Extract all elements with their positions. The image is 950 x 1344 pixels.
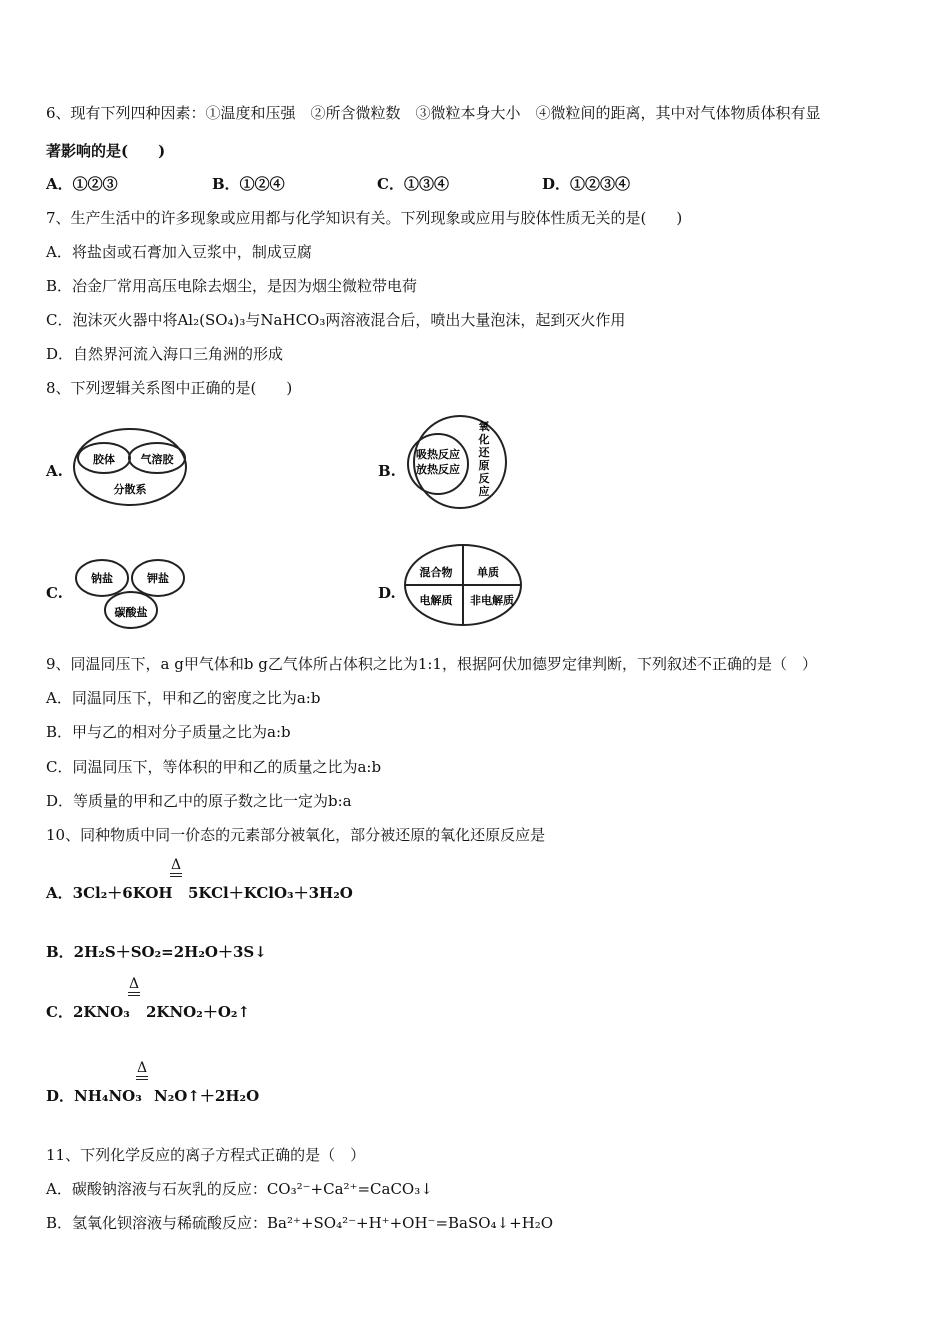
q7-option-b[interactable]: B．冶金厂常用高压电除去烟尘，是因为烟尘微粒带电荷 bbox=[46, 277, 418, 295]
q10-option-c-left[interactable]: C．2KNO₃ bbox=[46, 1003, 130, 1021]
q10-option-a-left[interactable]: A．3Cl₂＋6KOH bbox=[46, 884, 173, 902]
q10-c-heat-symbol bbox=[128, 977, 140, 996]
q11-option-b[interactable]: B．氢氧化钡溶液与稀硫酸反应：Ba²⁺+SO₄²⁻+H⁺+OH⁻=BaSO₄↓+H₂O bbox=[46, 1214, 554, 1232]
q7-option-d[interactable]: D．自然界河流入海口三角洲的形成 bbox=[46, 345, 284, 363]
q7-stem: 7、生产生活中的许多现象或应用都与化学知识有关。下列现象或应用与胶体性质无关的是( ) bbox=[46, 209, 683, 227]
q6-option-a[interactable]: A．①②③ bbox=[46, 175, 118, 193]
q8-b-label-redox-char: 化 bbox=[478, 433, 490, 446]
q8-a-label-colloid: 胶体 bbox=[93, 453, 115, 466]
q6-option-d[interactable]: D．①②③④ bbox=[542, 175, 631, 193]
q8-b-label-redox-char: 反 bbox=[478, 472, 490, 485]
q9-stem: 9、同温同压下，a g甲气体和b g乙气体所占体积之比为1:1，根据阿伏加德罗定律判断，下列叙述不正确的是（ ） bbox=[46, 655, 817, 673]
q8-b-label-redox-char: 还 bbox=[478, 446, 490, 459]
q10-stem: 10、同种物质中同一价态的元素部分被氧化，部分被还原的氧化还原反应是 bbox=[46, 826, 546, 844]
equals-bar bbox=[170, 873, 182, 877]
delta-symbol: Δ bbox=[136, 1060, 148, 1076]
q11-option-a[interactable]: A．碳酸钠溶液与石灰乳的反应：CO₃²⁻+Ca²⁺=CaCO₃↓ bbox=[46, 1180, 433, 1198]
q9-option-b[interactable]: B．甲与乙的相对分子质量之比为a:b bbox=[46, 723, 291, 741]
q8-a-label-dispersion: 分散系 bbox=[113, 483, 147, 496]
q8-diagram-a bbox=[72, 426, 188, 508]
q11-stem: 11、下列化学反应的离子方程式正确的是（ ） bbox=[46, 1146, 366, 1164]
q6-option-b[interactable]: B．①②④ bbox=[212, 175, 285, 193]
q9-option-a[interactable]: A．同温同压下，甲和乙的密度之比为a:b bbox=[46, 689, 321, 707]
q10-option-c-right: 2KNO₂＋O₂↑ bbox=[146, 1003, 251, 1021]
q8-c-label-sodium: 钠盐 bbox=[91, 572, 113, 585]
q8-b-label-endothermic: 吸热反应 bbox=[416, 448, 460, 461]
equals-bar bbox=[128, 992, 140, 996]
q10-a-heat-symbol bbox=[170, 858, 182, 877]
q8-diagram-d bbox=[402, 542, 524, 628]
q10-option-a-right: 5KCl＋KClO₃＋3H₂O bbox=[188, 884, 353, 902]
q8-d-label-mixture: 混合物 bbox=[419, 566, 453, 579]
q9-option-d[interactable]: D．等质量的甲和乙中的原子数之比一定为b:a bbox=[46, 792, 352, 810]
delta-symbol: Δ bbox=[128, 976, 140, 992]
q8-b-label-redox-char: 原 bbox=[478, 459, 490, 472]
q8-c-label-potassium: 钾盐 bbox=[147, 572, 169, 585]
q8-d-label-element: 单质 bbox=[477, 566, 499, 579]
q8-b-label-exothermic: 放热反应 bbox=[416, 463, 460, 476]
q8-label-c[interactable]: C. bbox=[46, 584, 63, 602]
q8-c-label-carbonate: 碳酸盐 bbox=[114, 606, 148, 619]
q8-label-b[interactable]: B. bbox=[378, 462, 396, 480]
q8-d-label-nonelectrolyte: 非电解质 bbox=[470, 594, 514, 607]
q6-stem-line2: 著影响的是( ) bbox=[46, 142, 166, 160]
q6-option-c[interactable]: C．①③④ bbox=[377, 175, 449, 193]
delta-symbol: Δ bbox=[170, 857, 182, 873]
q8-label-d[interactable]: D. bbox=[378, 584, 396, 602]
q10-option-d-right: N₂O↑＋2H₂O bbox=[154, 1087, 260, 1105]
q7-option-a[interactable]: A．将盐卤或石膏加入豆浆中，制成豆腐 bbox=[46, 243, 312, 261]
q8-stem: 8、下列逻辑关系图中正确的是( ) bbox=[46, 379, 293, 397]
q7-option-c[interactable]: C．泡沫灭火器中将Al₂(SO₄)₃与NaHCO₃两溶液混合后，喷出大量泡沫，起到灭火作用 bbox=[46, 311, 626, 329]
q8-b-label-redox-char: 应 bbox=[478, 485, 490, 498]
q8-label-a[interactable]: A. bbox=[46, 462, 63, 480]
q8-b-label-redox-char: 氧 bbox=[478, 420, 490, 433]
q8-d-label-electrolyte: 电解质 bbox=[419, 594, 453, 607]
q8-diagram-b bbox=[402, 414, 514, 510]
q8-a-label-aerosol: 气溶胶 bbox=[140, 453, 174, 466]
q8-diagram-c bbox=[74, 556, 188, 632]
q10-option-b[interactable]: B．2H₂S＋SO₂=2H₂O＋3S↓ bbox=[46, 943, 267, 961]
q10-option-d-left[interactable]: D．NH₄NO₃ bbox=[46, 1087, 142, 1105]
equals-bar bbox=[136, 1076, 148, 1080]
q9-option-c[interactable]: C．同温同压下，等体积的甲和乙的质量之比为a:b bbox=[46, 758, 382, 776]
q6-stem-line1: 6、现有下列四种因素：①温度和压强 ②所含微粒数 ③微粒本身大小 ④微粒间的距离，其中对气体物质体积有显 bbox=[46, 104, 821, 122]
q10-d-heat-symbol bbox=[136, 1061, 148, 1080]
